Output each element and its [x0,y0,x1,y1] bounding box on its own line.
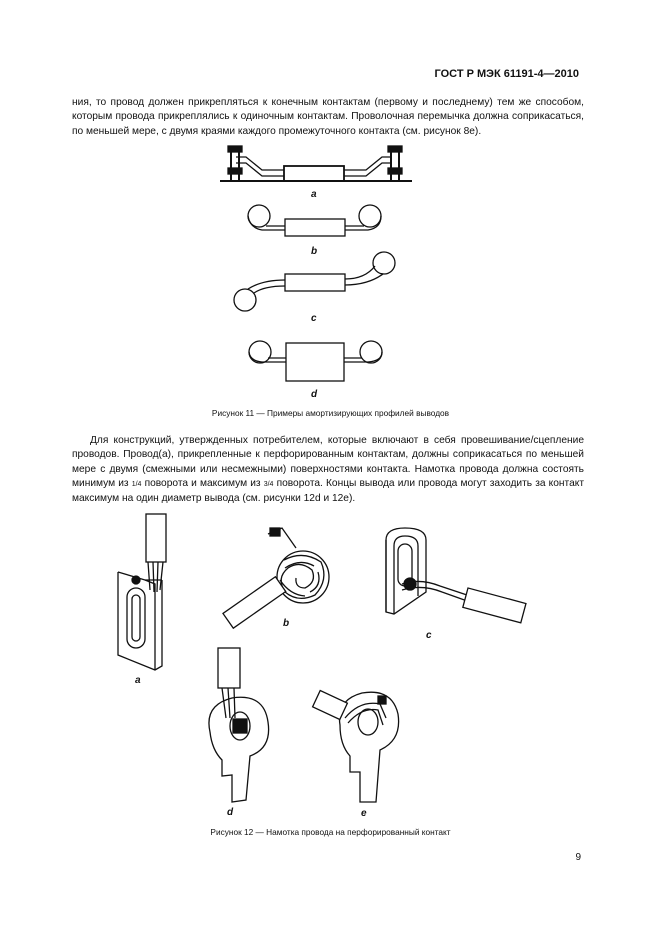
figure-11a-label: a [311,189,317,200]
figure-12-caption: Рисунок 12 — Намотка провода на перфорированный контакт [210,827,451,837]
fraction-three-quarters: 3/4 [263,480,274,488]
figure-12b-label: b [283,618,290,629]
figure-11a-drawing [220,146,412,181]
fraction-quarter: 1/4 [131,480,142,488]
figure-11d-drawing [249,341,382,381]
paragraph-2: Для конструкций, утвержденных потребителем, которые включают в себя провешивание/сцепление проводов. Провод(а), прикрепленные к перфорированным контактам, должны соприкасаться по меньшей мере с двумя (смежными или несмежными) поверхностями контакта. Намотка провода должна состоять минимум из 1/4 поворота и максимум из 3/4 поворота. Концы вывода или провода могут заходить за контакт максимум на один диаметр вывода (см. рисунки 12d и 12e). [72,435,584,505]
figure-12d-drawing [209,648,269,802]
figure-12e-drawing [313,691,399,802]
figure-11b-label: b [311,246,318,257]
figure-11b-drawing [248,205,381,236]
figure-12b-drawing [223,528,329,628]
figure-11c-drawing [234,252,395,311]
figure-12d-label: d [227,807,234,818]
figure-12c-label: c [426,630,432,641]
figure-11c-label: c [311,313,317,324]
page-number: 9 [575,852,581,863]
document-header: ГОСТ Р МЭК 61191-4—2010 [434,68,579,80]
figure-11d-label: d [311,389,318,400]
figure-12a-drawing [118,514,166,670]
paragraph-1: ния, то провод должен прикрепляться к конечным контактам (первому и последнему) тем же способом, которым провода прикреплялись к одиночным контактам. Проволочная перемычка должна соприкасаться, по меньшей мере, с двумя краями каждого промежуточного контакта (см. рисунок 8е). [72,97,584,137]
figure-11-caption: Рисунок 11 — Примеры амортизирующих профилей выводов [211,408,450,418]
figure-11 [0,0,661,410]
figure-12c-drawing [386,528,526,623]
figure-12e-label: e [361,808,367,819]
figure-12 [0,500,661,830]
figure-12a-label: a [135,675,141,686]
